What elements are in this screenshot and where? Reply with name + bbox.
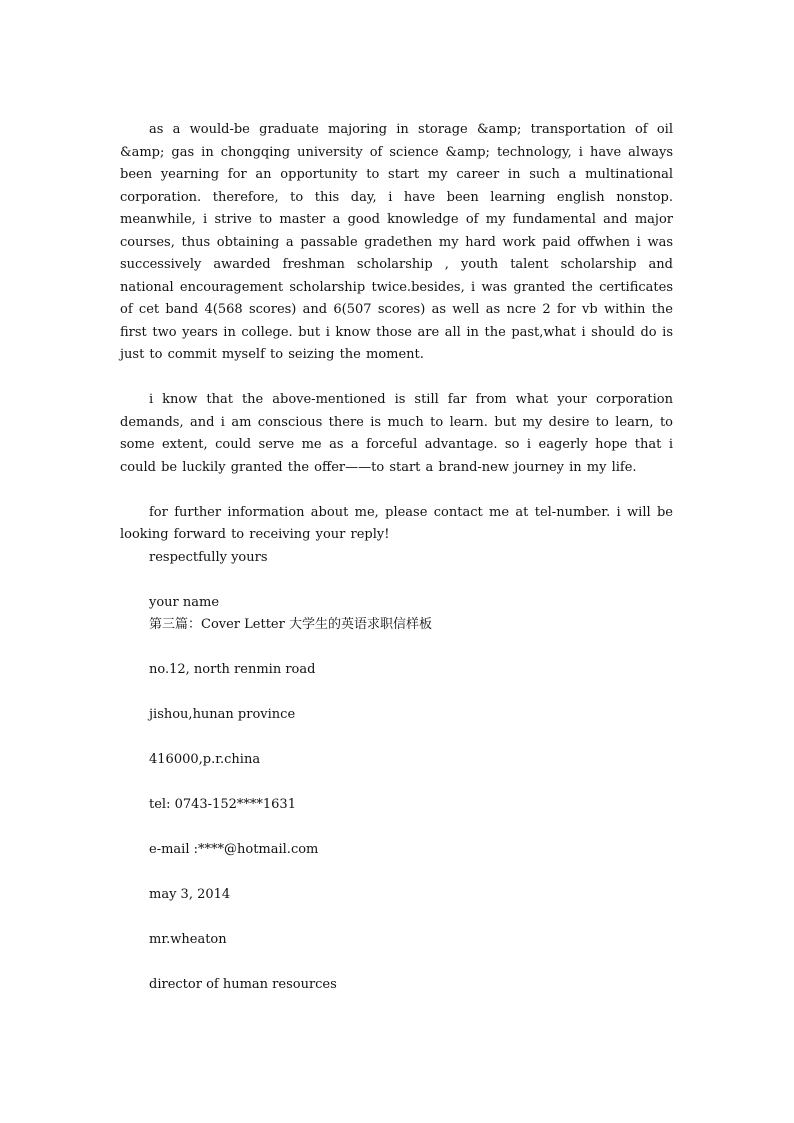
paragraph-spacer [120,727,673,750]
paragraph-spacer [120,817,673,840]
paragraph-spacer [120,682,673,705]
letter-closing: respectfully yours [149,549,268,565]
paragraph-spacer [120,637,673,660]
paragraph-spacer [120,772,673,795]
paragraph-spacer [120,952,673,975]
address-street: no.12, north renmin road [149,662,316,677]
recipient-name: mr.wheaton [149,932,227,947]
address-postal: 416000,p.r.china [149,752,261,767]
paragraph-spacer [120,907,673,930]
address-city: jishou,hunan province [149,707,296,722]
document-page [120,119,673,997]
paragraph-spacer [120,569,673,592]
letter-paragraph-1: as a would-be graduate majoring in storage &amp; transportation of oil &amp; gas in chongqing university of science &amp; technology, i have always been yearning for an opportunity to start my career in such a multinational corporation. therefore, to this day, i have been learning english nonstop. meanwhile, i strive to master a good knowledge of my fundamental and major courses, thus obtaining a passable gradethen my hard work paid offwhen i was successively awarded freshman scholarship , youth talent scholarship and national encouragement scholarship twice.besides, i was granted the certificates of cet band 4(568 scores) and 6(507 scores) as well as ncre 2 for vb within the first two years in college. but i know those are all in the past,what i should do is just to commit myself to seizing the moment. [120,122,673,362]
letter-paragraph-2: i know that the above-mentioned is still far from what your corporation demands, and i am conscious there is much to learn. but my desire to learn, to some extent, could serve me as a forceful advantage. so i eagerly hope that i could be luckily granted the offer——to start a brand-new journey in my life. [120,392,673,475]
letter-date: may 3, 2014 [149,887,231,902]
letter-paragraph-3: for further information about me, please contact me at tel-number. i will be looking forward to receiving your reply! [120,504,673,542]
paragraph-spacer [120,479,673,502]
contact-email: e-mail :****@hotmail.com [149,842,319,857]
letter-signature: your name [149,594,220,610]
section-heading: 第三篇：Cover Letter 大学生的英语求职信样板 [149,617,432,632]
paragraph-spacer [120,367,673,390]
recipient-title: director of human resources [149,977,337,992]
paragraph-spacer [120,862,673,885]
contact-tel: tel: 0743-152****1631 [149,797,296,812]
